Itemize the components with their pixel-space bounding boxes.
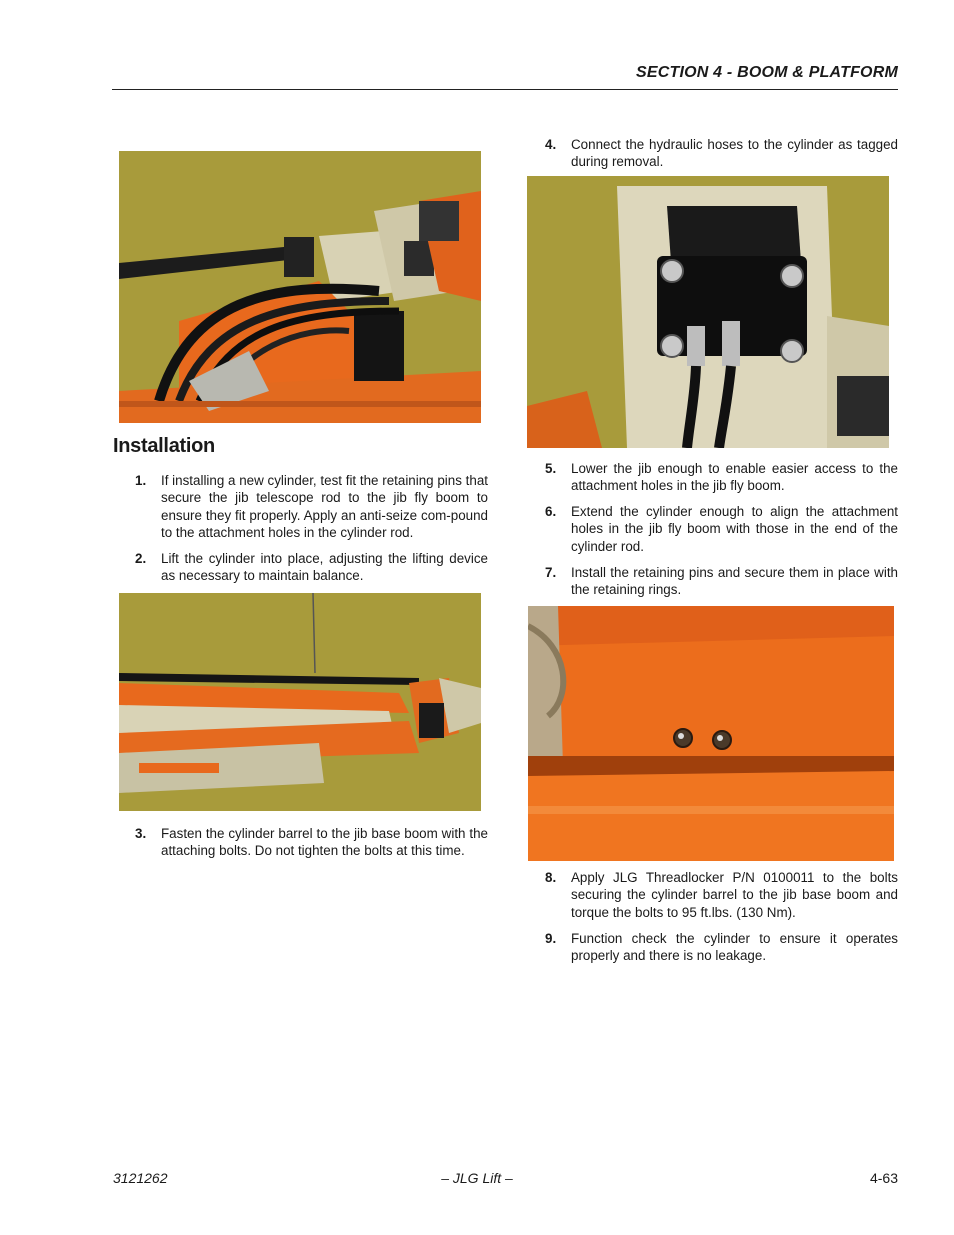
step-number: 1. bbox=[135, 473, 147, 488]
step-number: 4. bbox=[545, 137, 557, 152]
step-number: 9. bbox=[545, 931, 557, 946]
step-number: 2. bbox=[135, 551, 147, 566]
photo-jib-platform bbox=[119, 151, 481, 423]
step-number: 7. bbox=[545, 565, 557, 580]
step-text: Connect the hydraulic hoses to the cylinder as tagged during removal. bbox=[571, 137, 898, 170]
step-text: Extend the cylinder enough to align the attachment holes in the jib fly boom with those in the end of the cylinder rod. bbox=[571, 504, 898, 554]
step-number: 5. bbox=[545, 461, 557, 476]
doc-number: 3121262 bbox=[113, 1170, 168, 1186]
page-number: 4-63 bbox=[869, 1170, 898, 1186]
step-text: Apply JLG Threadlocker P/N 0100011 to the bolts securing the cylinder barrel to the jib base boom and torque the bolts to 95 ft.lbs. (130 Nm). bbox=[571, 870, 898, 920]
section-heading: Installation bbox=[113, 435, 215, 457]
footer-brand: – JLG Lift – bbox=[441, 1170, 513, 1186]
photo-cylinder-lifted bbox=[119, 593, 481, 811]
header-rule bbox=[112, 89, 898, 90]
step-text: Lower the jib enough to enable easier access to the attachment holes in the jib fly boom. bbox=[571, 461, 898, 494]
photo-cylinder-hoses bbox=[527, 176, 889, 448]
section-title: SECTION 4 - BOOM & PLATFORM bbox=[636, 64, 898, 81]
step-number: 8. bbox=[545, 870, 557, 885]
photo-attaching-bolts bbox=[528, 606, 894, 861]
step-text: Install the retaining pins and secure them in place with the retaining rings. bbox=[571, 565, 898, 598]
step-text: If installing a new cylinder, test fit the retaining pins that secure the jib telescope rod to the jib fly boom to ensure they fit properly. Apply an anti-seize com-pound to the attachment holes in the cylinder rod. bbox=[161, 473, 488, 540]
step-text: Fasten the cylinder barrel to the jib base boom with the attaching bolts. Do not tighten the bolts at this time. bbox=[161, 826, 488, 859]
step-text: Lift the cylinder into place, adjusting the lifting device as necessary to maintain balance. bbox=[161, 551, 488, 584]
step-number: 3. bbox=[135, 826, 147, 841]
step-text: Function check the cylinder to ensure it operates properly and there is no leakage. bbox=[571, 931, 898, 964]
step-number: 6. bbox=[545, 504, 557, 519]
